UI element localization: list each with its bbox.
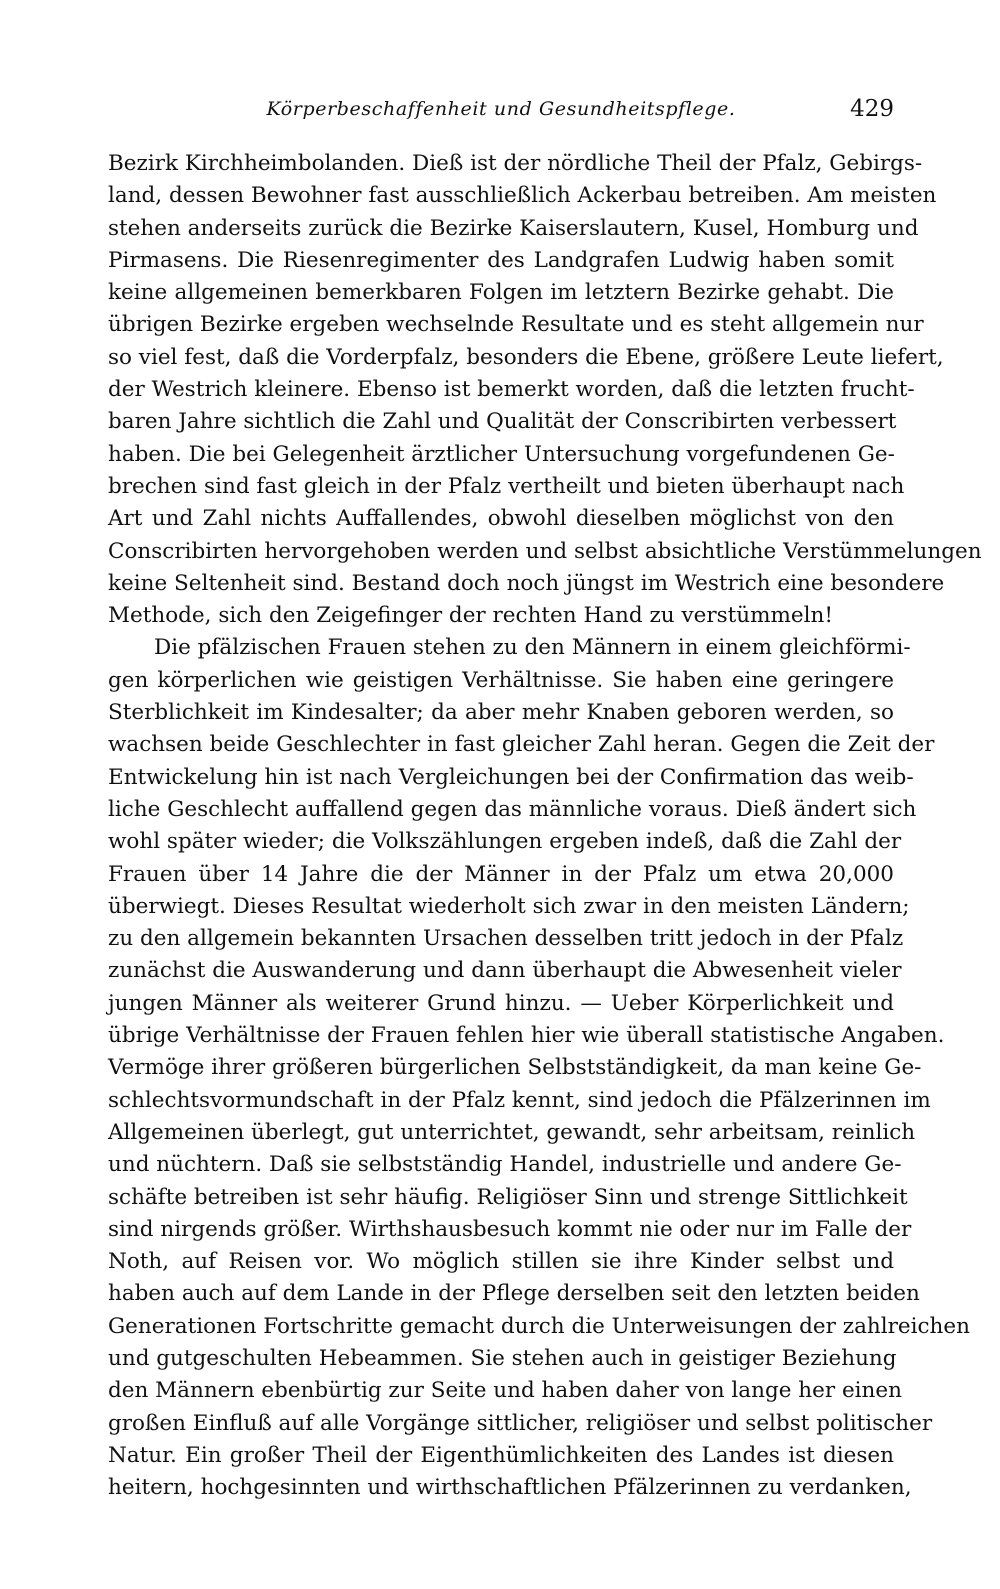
text-line: schäfte betreiben ist sehr häufig. Religiöser Sinn und strenge Sittlichkeit: [108, 1184, 908, 1210]
running-head: [108, 98, 894, 128]
text-line: keine allgemeinen bemerkbaren Folgen im letztern Bezirke gehabt. Die: [108, 280, 894, 306]
running-title: Körperbeschaffenheit und Gesundheitspflege.: [266, 98, 736, 120]
page-number: 429: [850, 96, 894, 122]
text-line: zu den allgemein bekannten Ursachen desselben tritt jedoch in der Pfalz: [108, 926, 904, 952]
text-line: jungen Männer als weiterer Grund hinzu. — Ueber Körperlichkeit und: [108, 990, 894, 1016]
text-line: keine Seltenheit sind. Bestand doch noch jüngst im Westrich eine besondere: [108, 570, 945, 596]
text-line: wachsen beide Geschlechter in fast gleicher Zahl heran. Gegen die Zeit der: [108, 732, 935, 758]
text-line: der Westrich kleinere. Ebenso ist bemerkt worden, daß die letzten frucht-: [108, 377, 915, 403]
text-line: Conscribirten hervorgehoben werden und selbst absichtliche Verstümmelungen: [108, 538, 982, 564]
text-line: Bezirk Kirchheimbolanden. Dieß ist der nördliche Theil der Pfalz, Gebirgs-: [108, 151, 923, 176]
text-line: Frauen über 14 Jahre die der Männer in der Pfalz um etwa 20,000: [108, 861, 894, 887]
text-line: land, dessen Bewohner fast ausschließlich Ackerbau betreiben. Am meisten: [108, 183, 937, 209]
text-line: Noth, auf Reisen vor. Wo möglich stillen sie ihre Kinder selbst und: [108, 1249, 894, 1275]
text-line: Pirmasens. Die Riesenregimenter des Landgrafen Ludwig haben somit: [108, 247, 894, 273]
text-line: Entwickelung hin ist nach Vergleichungen bei der Confirmation das weib-: [108, 764, 914, 790]
text-line: heitern, hochgesinnten und wirthschaftlichen Pfälzerinnen zu verdanken,: [108, 1475, 912, 1501]
text-line: wohl später wieder; die Volkszählungen ergeben indeß, daß die Zahl der: [108, 829, 902, 855]
text-line: sind nirgends größer. Wirthshausbesuch kommt nie oder nur im Falle der: [108, 1216, 912, 1242]
paragraph-end-line: Methode, sich den Zeigefinger der rechten Hand zu verstümmeln!: [108, 603, 834, 629]
text-line: Allgemeinen überlegt, gut unterrichtet, gewandt, sehr arbeitsam, reinlich: [108, 1119, 916, 1145]
text-line: zunächst die Auswanderung und dann überhaupt die Abwesenheit vieler: [108, 958, 902, 984]
text-line: übrigen Bezirke ergeben wechselnde Resultate und es steht allgemein nur: [108, 312, 924, 338]
text-line: Vermöge ihrer größeren bürgerlichen Selbstständigkeit, da man keine Ge-: [108, 1055, 922, 1081]
text-line: Sterblichkeit im Kindesalter; da aber mehr Knaben geboren werden, so: [108, 700, 894, 726]
text-line: Natur. Ein großer Theil der Eigenthümlichkeiten des Landes ist diesen: [108, 1442, 894, 1468]
text-line: schlechtsvormundschaft in der Pfalz kennt, sind jedoch die Pfälzerinnen im: [108, 1087, 931, 1113]
text-line: und nüchtern. Daß sie selbstständig Handel, industrielle und andere Ge-: [108, 1152, 902, 1178]
text-line: Generationen Fortschritte gemacht durch die Unterweisungen der zahlreichen: [108, 1313, 970, 1339]
text-line: so viel fest, daß die Vorderpfalz, besonders die Ebene, größere Leute liefert,: [108, 344, 944, 370]
text-line: haben auch auf dem Lande in der Pflege derselben seit den letzten beiden: [108, 1281, 920, 1307]
text-line: überwiegt. Dieses Resultat wiederholt sich zwar in den meisten Ländern;: [108, 893, 910, 919]
text-line: brechen sind fast gleich in der Pfalz vertheilt und bieten überhaupt nach: [108, 473, 905, 499]
text-line: liche Geschlecht auffallend gegen das männliche voraus. Dieß ändert sich: [108, 796, 917, 822]
text-line: haben. Die bei Gelegenheit ärztlicher Untersuchung vorgefundenen Ge-: [108, 441, 895, 467]
text-line: Art und Zahl nichts Auffallendes, obwohl dieselben möglichst von den: [108, 506, 894, 532]
text-line: den Männern ebenbürtig zur Seite und haben daher von lange her einen: [108, 1378, 902, 1404]
text-line: gen körperlichen wie geistigen Verhältnisse. Sie haben eine geringere: [108, 667, 894, 693]
paragraph-start-line: Die pfälzischen Frauen stehen zu den Männern in einem gleichförmi-: [154, 635, 911, 661]
text-line: und gutgeschulten Hebeammen. Sie stehen auch in geistiger Beziehung: [108, 1345, 897, 1371]
text-line: baren Jahre sichtlich die Zahl und Qualität der Conscribirten verbessert: [108, 409, 897, 435]
text-line: stehen anderseits zurück die Bezirke Kaiserslautern, Kusel, Homburg und: [108, 215, 919, 241]
text-line: großen Einfluß auf alle Vorgänge sittlicher, religiöser und selbst politischer: [108, 1410, 933, 1436]
text-line: übrige Verhältnisse der Frauen fehlen hier wie überall statistische Angaben.: [108, 1023, 945, 1049]
body-text: [108, 148, 982, 1504]
